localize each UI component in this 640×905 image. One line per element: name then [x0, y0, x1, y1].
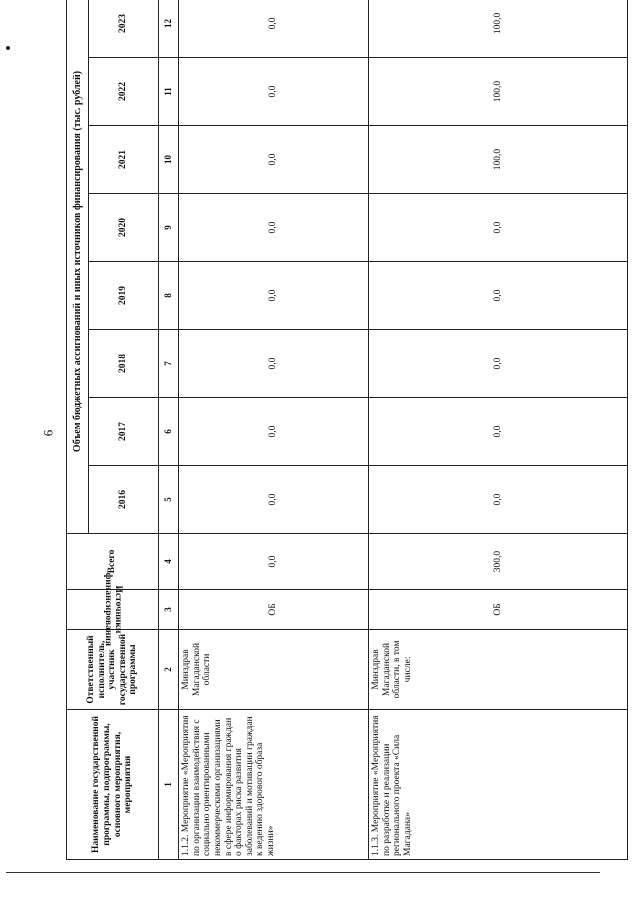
header-year: 2022 — [89, 58, 159, 126]
row-value: 100,0 — [369, 58, 628, 126]
row-value: 0,0 — [179, 58, 369, 126]
row-total: 0,0 — [179, 534, 369, 590]
header-sources — [67, 572, 159, 647]
row-value: 0,0 — [369, 330, 628, 398]
header-year: 2019 — [89, 262, 159, 330]
page-number: 6 — [40, 429, 56, 437]
rotated-table-container — [66, 0, 628, 860]
column-number: 8 — [159, 262, 179, 330]
row-value: 0,0 — [179, 262, 369, 330]
column-number: 4 — [159, 534, 179, 590]
column-number: 5 — [159, 466, 179, 534]
row-value: 0,0 — [369, 262, 628, 330]
row-value: 0,0 — [179, 0, 369, 58]
column-number: 7 — [159, 330, 179, 398]
row-value: 0,0 — [179, 398, 369, 466]
row-value: 0,0 — [369, 466, 628, 534]
header-sources-line2: финансирования — [102, 572, 113, 647]
row-value: 0,0 — [369, 398, 628, 466]
column-number: 10 — [159, 126, 179, 194]
header-year: 2021 — [89, 126, 159, 194]
row-value: 100,0 — [369, 126, 628, 194]
column-number: 1 — [159, 710, 179, 860]
row-total: 300,0 — [369, 534, 628, 590]
row-source: ОБ — [179, 590, 369, 630]
column-number: 2 — [159, 630, 179, 710]
row-name: 1.1.3. Мероприятие «Мероприятия по разработке и реализации регионального проекта «Сила Магадана» — [369, 710, 628, 860]
row-value: 0,0 — [179, 330, 369, 398]
stray-dot — [6, 46, 10, 50]
row-name: 1.1.2. Мероприятие «Мероприятия по организации взаимодействия с социально ориентированными некоммерческими организациями в сфере информирования граждан о факторах риска развития заболеваний и мотивации граждан к ведению здорового образа жизни» — [179, 710, 369, 860]
header-year: 2023 — [89, 0, 159, 58]
table-row — [369, 0, 628, 860]
column-number: 6 — [159, 398, 179, 466]
header-year: 2018 — [89, 330, 159, 398]
row-executor: Минздрав Магаданской области — [179, 630, 369, 710]
row-value: 0,0 — [179, 466, 369, 534]
header-year: 2017 — [89, 398, 159, 466]
header-year: 2020 — [89, 194, 159, 262]
table-row — [179, 0, 369, 860]
column-number: 11 — [159, 58, 179, 126]
column-number: 9 — [159, 194, 179, 262]
header-year: 2016 — [89, 466, 159, 534]
row-value: 100,0 — [369, 0, 628, 58]
header-sources-line1: Источники — [112, 585, 123, 634]
header-executor: Ответственный исполнитель, участник государственной программы — [67, 630, 159, 710]
column-number: 3 — [159, 590, 179, 630]
row-value: 0,0 — [179, 126, 369, 194]
row-executor: Минздрав Магаданской области, в том числе: — [369, 630, 628, 710]
row-value: 0,0 — [179, 194, 369, 262]
header-name: Наименование государственной программы, подпрограммы, основного мероприятия, мероприятия — [67, 710, 159, 860]
header-total: Всего — [67, 534, 159, 590]
column-number: 12 — [159, 0, 179, 58]
row-value: 0,0 — [369, 194, 628, 262]
financing-table — [66, 0, 628, 860]
bottom-divider — [6, 872, 600, 873]
row-source: ОБ — [369, 590, 628, 630]
header-volume: Объем бюджетных ассигнований и иных источников финансирования (тыс. рублей) — [67, 0, 89, 534]
